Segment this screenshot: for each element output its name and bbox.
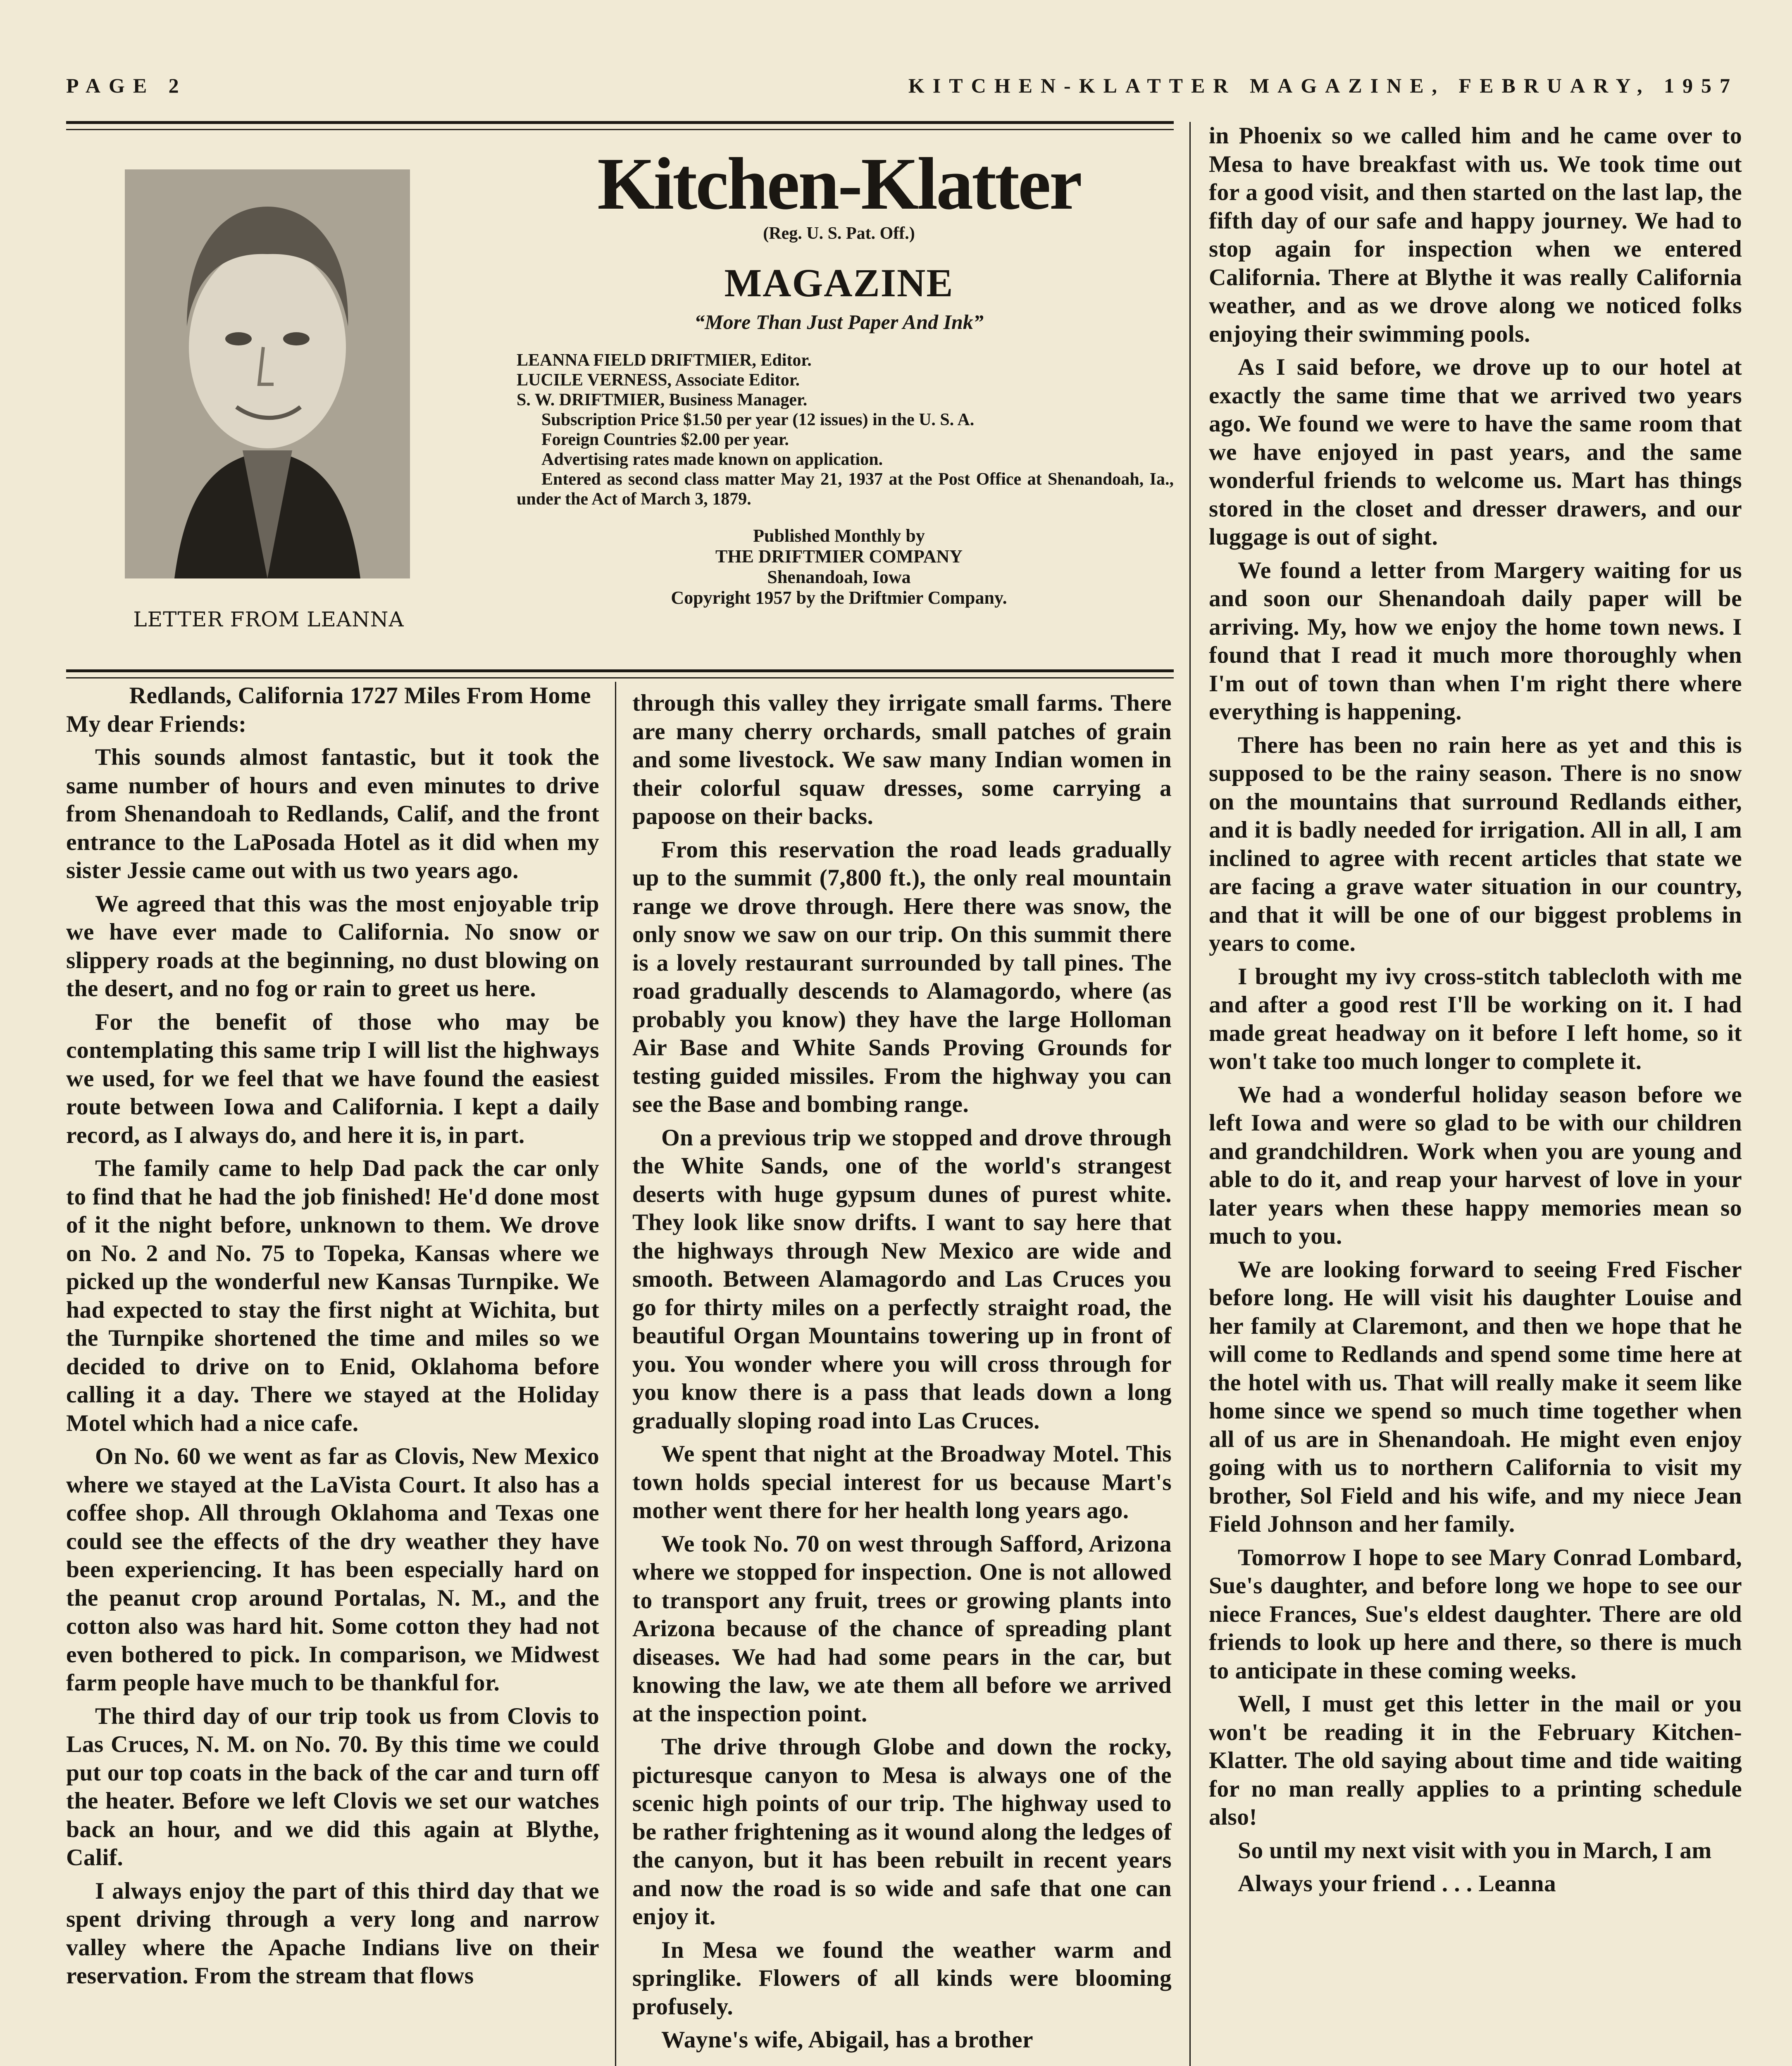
paragraph: As I said before, we drove up to our hotel at exactly the same time that we arrived two years ago. We found we were to have the same room that we have enjoyed in past years, and the same wonderful friends to welcome us. Mart has things stored in the closet and dresser drawers, and our luggage is out of sight. (1209, 354, 1742, 550)
subscription-info (517, 410, 1174, 509)
staff-list (517, 350, 1174, 410)
portrait-photo (125, 169, 410, 578)
top-rule-thick (66, 121, 1174, 124)
paragraph: I always enjoy the part of this third day that we spent driving through a very long and narrow valley where the Apache Indians live on their reservation. From the stream that flows (66, 1878, 599, 1989)
paragraph: We took No. 70 on west through Safford, Arizona where we stopped for inspection. One is not allowed to transport any fruit, trees or growing plants into Arizona because of the chance of spreading plant diseases. We had had some pears in the car, but knowing the law, we ate them all before we arrived at the inspection point. (632, 1530, 1172, 1727)
publisher-location: Shenandoah, Iowa (767, 567, 911, 587)
paragraph: We had a wonderful holiday season before we left Iowa and were so glad to be with our children and grandchildren. Work when you are young and able to do it, and reap your harvest of love in your later years when these happy memories mean so much to you. (1209, 1081, 1742, 1249)
publisher-name: THE DRIFTMIER COMPANY (715, 546, 963, 566)
photo-caption: LETTER FROM LEANNA (133, 607, 404, 631)
paragraph: We agreed that this was the most enjoyable trip we have ever made to California. No snow or slippery roads at the beginning, no dust blowing on the desert, and no fog or rain to greet us here. (66, 890, 599, 1002)
advertising-note: Advertising rates made known on application. (541, 450, 883, 469)
paragraph: So until my next visit with you in March, I am (1238, 1837, 1712, 1864)
paragraph: We found a letter from Margery waiting for us and soon our Shenandoah daily paper will be arriving. My, how we enjoy the home town news. I found that I read it much more thoroughly when I'm out of town than when I'm right there where everything is happening. (1209, 557, 1742, 725)
closing-signature: Always your friend . . . Leanna (1238, 1871, 1556, 1897)
masthead-rule-thick (66, 669, 1174, 672)
dateline-place: Redlands, California (129, 683, 344, 709)
business-manager-line: S. W. DRIFTMIER, Business Manager. (517, 390, 808, 409)
paragraph: We spent that night at the Broadway Motel. This town holds special interest for us because Mart's mother went there for her health long years ago. (632, 1441, 1172, 1523)
copyright-line: Copyright 1957 by the Driftmier Company. (671, 588, 1007, 608)
paragraph: I brought my ivy cross-stitch tablecloth with me and after a good rest I'll be working on it. I had made great headway on it before I left home, so it won't take too much longer to complete it. (1209, 963, 1742, 1074)
published-by: Published Monthly by (753, 526, 925, 546)
magazine-title: Kitchen-Klatter (597, 143, 1081, 225)
publication-line: KITCHEN-KLATTER MAGAZINE, FEBRUARY, 1957 (908, 74, 1738, 97)
letter-column-2 (632, 689, 1172, 2059)
paragraph: Tomorrow I hope to see Mary Conrad Lombard, Sue's daughter, and before long we hope to see our niece Frances, Sue's eldest daughter. There are old friends to look up here and there, so there is much to anticipate in these coming weeks. (1209, 1544, 1742, 1684)
salutation: My dear Friends: (66, 711, 247, 737)
column-divider-2 (1189, 122, 1191, 2066)
magazine-label: MAGAZINE (724, 261, 954, 305)
paragraph: For the benefit of those who may be contemplating this same trip I will list the highways we used, for we feel that we have found the easiest route between Iowa and California. I kept a daily record, as I always do, and here it is, in part. (66, 1009, 599, 1148)
paragraph: This sounds almost fantastic, but it took the same number of hours and even minutes to drive from Shenandoah to Redlands, Calif, and the front entrance to the LaPosada Hotel as it did when my sister Jessie came out with us two years ago. (66, 744, 599, 883)
paragraph: From this reservation the road leads gradually up to the summit (7,800 ft.), the only real mountain range we drove through. Here there was snow, the only snow we saw on our trip. On this summit there is a lovely restaurant surrounded by tall pines. The road gradually descends to Alamagordo, where (as probably you know) they have the large Holloman Air Base and White Sands Proving Grounds for testing guided missiles. From the highway you can see the Base and bombing range. (632, 836, 1172, 1117)
paragraph-continuation: through this valley they irrigate small farms. There are many cherry orchards, small patches of grain and some livestock. We saw many Indian women in their colorful squaw dresses, some carrying a papoose on their backs. (632, 690, 1172, 829)
masthead-rule-thin (66, 677, 1174, 678)
slogan: “More Than Just Paper And Ink” (694, 310, 984, 333)
paragraph: The third day of our trip took us from Clovis to Las Cruces, N. M. on No. 70. By this time we could put our top coats in the back of the car and turn off the heater. Before we left Clovis we set our watches back an hour, and we did this again at Blythe, Calif. (66, 1703, 599, 1871)
entry-note: Entered as second class matter May 21, 1937 at the Post Office at Shenandoah, Ia., under the Act of March 3, 1879. (517, 470, 1174, 509)
letter-column-1 (66, 682, 599, 1995)
publisher-block (504, 526, 1174, 608)
paragraph: There has been no rain here as yet and this is supposed to be the rainy season. There is no snow on the mountains that surround Redlands either, and it is badly needed for irrigation. All in all, I am inclined to agree with recent articles that state we are facing a grave water situation in our country, and that it will be one of our biggest problems in years to come. (1209, 732, 1742, 956)
running-header (66, 74, 1738, 107)
paragraph-continuation: in Phoenix so we called him and he came over to Mesa to have breakfast with us. We took time out for a good visit, and then started on the last lap, the fifth day of our safe and happy journey. We had to stop again for inspection when we entered California. There at Blythe it was really California weather, and as we drove along we noticed folks enjoying their swimming pools. (1209, 123, 1742, 347)
page-number: PAGE 2 (66, 74, 187, 97)
paragraph: On a previous trip we stopped and drove through the White Sands, one of the world's strangest deserts with huge gypsum dunes of purest white. They look like snow drifts. I want to say here that the highways through New Mexico are wide and smooth. Between Alamagordo and Las Cruces you go for thirty miles on a perfectly straight road, the beautiful Organ Mountains towering up in front of you. You wonder where you will cross through for you know there is a pass that leads down a long gradually sloping road into Las Cruces. (632, 1124, 1172, 1434)
editor-line: LEANNA FIELD DRIFTMIER, Editor. (517, 351, 812, 370)
subscription-price: Subscription Price $1.50 per year (12 issues) in the U. S. A. (541, 410, 975, 429)
paragraph: On No. 60 we went as far as Clovis, New Mexico where we stayed at the LaVista Court. It also has a coffee shop. All through Oklahoma and Texas one could see the effects of the dry weather they have been experiencing. It has been especially hard on the peanut crop around Portalas, N. M., and the cotton also was hard hit. Some cotton they had not even bothered to pick. In comparison, we Midwest farm people have much to be thankful for. (66, 1443, 599, 1696)
paragraph: We are looking forward to seeing Fred Fischer before long. He will visit his daughter Louise and her family at Claremont, and then we hope that he will come to Redlands and spend some time here at the hotel with us. That will really make it seem like home since we spend so much time together when all of us are in Shenandoah. He might even enjoy going with us to northern California to visit my brother, Sol Field and his wife, and my niece Jean Field Johnson and her family. (1209, 1256, 1742, 1537)
masthead (504, 143, 1174, 608)
column-divider-1 (615, 682, 616, 2066)
paragraph: The drive through Globe and down the rocky, picturesque canyon to Mesa is always one of the scenic high points of our trip. The highway used to be rather frightening as it wound along the ledges of the canyon, but it has been rebuilt in recent years and now the road is so wide and safe that one can enjoy it. (632, 1734, 1172, 1930)
associate-editor-line: LUCILE VERNESS, Associate Editor. (517, 371, 800, 390)
letter-column-3 (1209, 122, 1742, 1903)
dateline (66, 682, 599, 710)
paragraph: The family came to help Dad pack the car only to find that he had the job finished! He'd done most of it the night before, unknown to them. We drove on No. 2 and No. 75 to Topeka, Kansas where we picked up the wonderful new Kansas Turnpike. We had expected to stay the first night at Wichita, but the Turnpike shortened the time and miles so we decided to drive on to Enid, Oklahoma before calling it a day. There we stayed at the Holiday Motel which had a nice cafe. (66, 1155, 599, 1436)
top-rule-thin (66, 129, 1174, 130)
paragraph: Well, I must get this letter in the mail or you won't be reading it in the February Kitchen-Klatter. The old saying about time and tide waiting for no man really applies to a printing schedule also! (1209, 1691, 1742, 1830)
foreign-price: Foreign Countries $2.00 per year. (541, 430, 789, 449)
paragraph: In Mesa we found the weather warm and springlike. Flowers of all kinds were blooming profusely. (632, 1937, 1172, 2020)
dateline-distance: 1727 Miles From Home (350, 683, 591, 709)
trademark-notice: (Reg. U. S. Pat. Off.) (763, 224, 915, 243)
paragraph: Wayne's wife, Abigail, has a brother (661, 2027, 1033, 2053)
